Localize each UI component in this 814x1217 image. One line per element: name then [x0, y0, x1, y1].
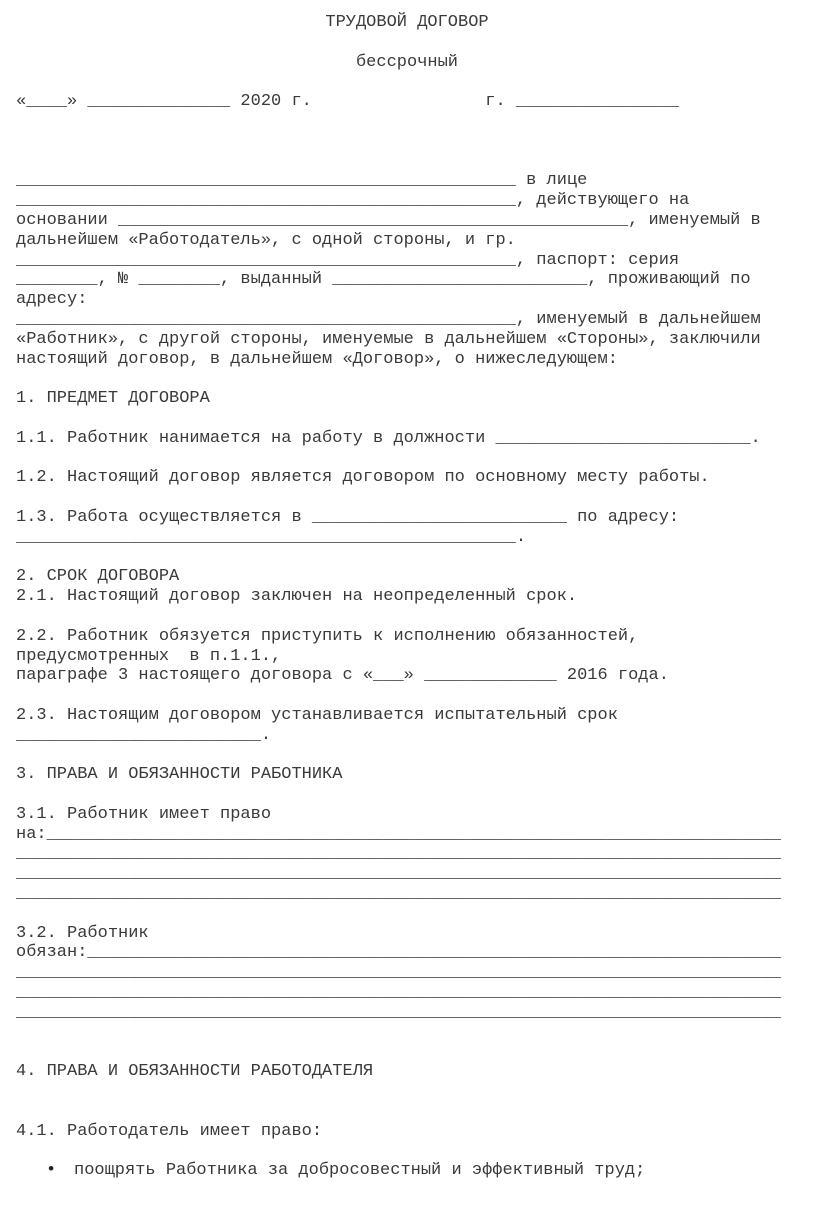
- blank-line: [16, 1102, 814, 1122]
- blank-line: [16, 409, 814, 429]
- text-line: адресу:: [16, 290, 88, 310]
- blank-line: [16, 548, 814, 568]
- text-line: ___________________________________________________________________________: [16, 983, 782, 1003]
- text-line: _________________________________________________, именуемый в дальнейшем: [16, 309, 761, 329]
- document-subtitle: бессрочный: [355, 52, 459, 72]
- text-line: 3.1. Работник имеет право: [16, 804, 272, 824]
- text-line: 1.2. Настоящий договор является договором по основному месту работы.: [16, 468, 710, 488]
- text-line: ___________________________________________________________________________: [16, 963, 782, 983]
- text-line: ___________________________________________________________________________: [16, 864, 782, 884]
- text-line: «Работник», с другой стороны, именуемые в дальнейшем «Стороны», заключили: [16, 329, 761, 349]
- bullet-item: [16, 1161, 814, 1181]
- text-line: 2.1. Настоящий договор заключен на неопределенный срок.: [16, 587, 578, 607]
- blank-line: [16, 112, 814, 132]
- blank-line: [16, 785, 814, 805]
- blank-line: [16, 1082, 814, 1102]
- text-line: предусмотренных в п.1.1.,: [16, 646, 282, 666]
- blank-line: [16, 607, 814, 627]
- blank-line: [16, 132, 814, 152]
- blank-line: [16, 488, 814, 508]
- text-line: дальнейшем «Работодатель», с одной стороны, и гр.: [16, 230, 516, 250]
- blank-line: [16, 1141, 814, 1161]
- blank-line: [16, 1042, 814, 1062]
- text-line: ___________________________________________________________________________: [16, 884, 782, 904]
- text-line: обязан:____________________________________________________________________: [16, 943, 782, 963]
- text-line: 1.1. Работник нанимается на работу в должности _________________________.: [16, 428, 761, 448]
- text-line: ________________________.: [16, 725, 272, 745]
- text-line: 2.2. Работник обязуется приступить к исполнению обязанностей,: [16, 626, 639, 646]
- text-line: ________, № ________, выданный _________________________, проживающий по: [16, 270, 751, 290]
- text-line: _________________________________________________.: [16, 527, 527, 547]
- text-line: настоящий договор, в дальнейшем «Договор», о нижеследующем:: [16, 349, 618, 369]
- blank-line: [16, 72, 814, 92]
- text-line: на:________________________________________________________________________: [16, 824, 782, 844]
- text-line: 4.1. Работодатель имеет право:: [16, 1121, 323, 1141]
- blank-line: [16, 152, 814, 172]
- blank-line: [16, 904, 814, 924]
- bullet-text: поощрять Работника за добросовестный и эффективный труд;: [74, 1161, 646, 1181]
- text-line: 3.2. Работник: [16, 923, 149, 943]
- blank-line: [16, 449, 814, 469]
- text-line: 2.3. Настоящим договором устанавливается испытательный срок: [16, 705, 618, 725]
- text-line: _________________________________________________, действующего на: [16, 191, 690, 211]
- text-line: ___________________________________________________________________________: [16, 844, 782, 864]
- document-title: ТРУДОВОЙ ДОГОВОР: [325, 13, 489, 32]
- text-line: параграфе 3 настоящего договора с «___» _____________ 2016 года.: [16, 666, 669, 686]
- text-line: 1.3. Работа осуществляется в _________________________ по адресу:: [16, 507, 680, 527]
- section-heading: 1. ПРЕДМЕТ ДОГОВОРА: [16, 389, 210, 409]
- blank-line: [16, 745, 814, 765]
- section-heading: 2. СРОК ДОГОВОРА: [16, 567, 180, 587]
- text-line: _________________________________________________, паспорт: серия: [16, 250, 680, 270]
- blank-line: [16, 33, 814, 53]
- blank-line: [16, 686, 814, 706]
- section-heading: 3. ПРАВА И ОБЯЗАННОСТИ РАБОТНИКА: [16, 765, 343, 785]
- text-line: _________________________________________________ в лице: [16, 171, 588, 191]
- blank-line: [16, 369, 814, 389]
- blank-line: [16, 1023, 814, 1043]
- text-line: ___________________________________________________________________________: [16, 1002, 782, 1022]
- bullet-icon: •: [46, 1161, 57, 1181]
- text-line: основании __________________________________________________, именуемый в: [16, 210, 761, 230]
- text-line: «____» ______________ 2020 г. г. ________________: [16, 92, 680, 112]
- section-heading: 4. ПРАВА И ОБЯЗАННОСТИ РАБОТОДАТЕЛЯ: [16, 1062, 374, 1082]
